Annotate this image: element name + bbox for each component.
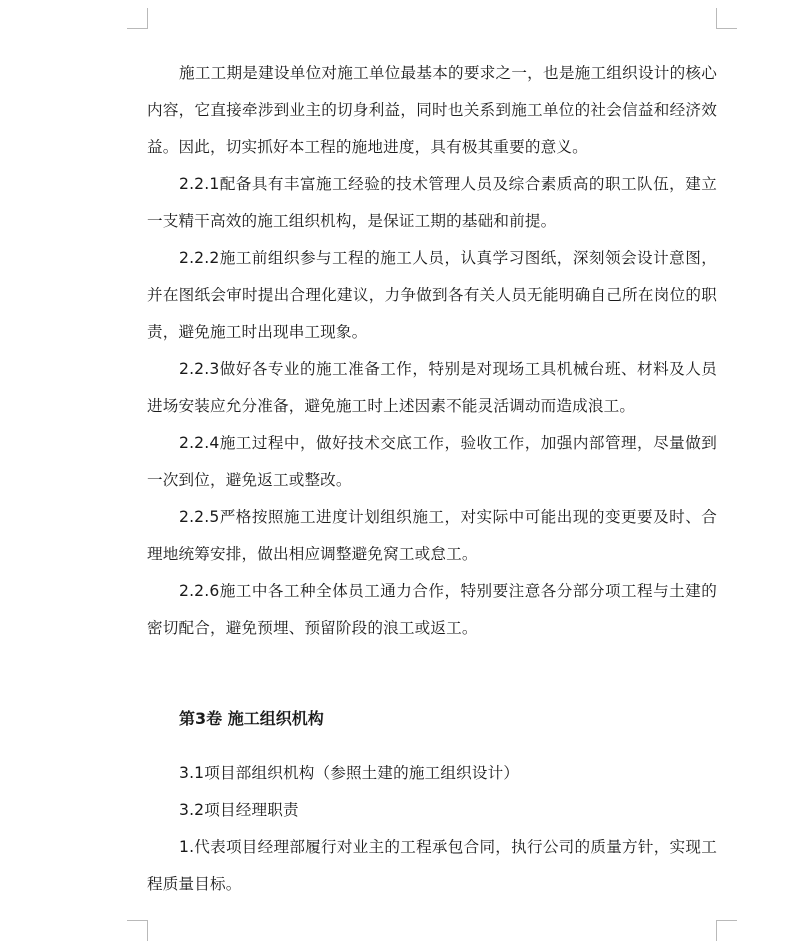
paragraph-2-2-2: 2.2.2施工前组织参与工程的施工人员，认真学习图纸，深刻领会设计意图，并在图纸会审时提出合理化建议，力争做到各有关人员无能明确自己所在岗位的职责，避免施工时出现串工现象。: [147, 249, 717, 341]
crop-mark-bottom-left: [127, 920, 148, 941]
crop-mark-top-right: [716, 8, 737, 29]
section-body: [147, 755, 717, 903]
crop-mark-bottom-right: [716, 920, 737, 941]
paragraph-2-2-5: 2.2.5严格按照施工进度计划组织施工，对实际中可能出现的变更要及时、合理地统筹安排，做出相应调整避免窝工或怠工。: [147, 508, 717, 563]
paragraph-2-2-6: 2.2.6施工中各工种全体员工通力合作，特别要注意各分部分项工程与土建的密切配合，避免预埋、预留阶段的浪工或返工。: [147, 582, 717, 637]
paragraph-2-2-4: 2.2.4施工过程中，做好技术交底工作，验收工作，加强内部管理，尽量做到一次到位，避免返工或整改。: [147, 434, 717, 489]
page-body: [147, 55, 717, 893]
crop-mark-top-left: [127, 8, 148, 29]
paragraph-3-1: 3.1项目部组织机构（参照土建的施工组织设计）: [179, 764, 520, 782]
paragraph-2-2-1: 2.2.1配备具有丰富施工经验的技术管理人员及综合素质高的职工队伍，建立一支精干高效的施工组织机构，是保证工期的基础和前提。: [147, 175, 717, 230]
paragraph-duty-1: 1.代表项目经理部履行对业主的工程承包合同，执行公司的质量方针，实现工程质量目标。: [147, 838, 717, 893]
paragraph-intro: 施工工期是建设单位对施工单位最基本的要求之一，也是施工组织设计的核心内容，它直接牵涉到业主的切身利益，同时也关系到施工单位的社会信益和经济效益。因此，切实抓好本工程的施地进度，具有极其重要的意义。: [147, 64, 717, 156]
paragraph-2-2-3: 2.2.3做好各专业的施工准备工作，特别是对现场工具机械台班、材料及人员进场安装应允分准备，避免施工时上述因素不能灵活调动而造成浪工。: [147, 360, 717, 415]
paragraph-3-2: 3.2项目经理职责: [179, 801, 299, 819]
section-heading: 第3卷 施工组织机构: [179, 709, 324, 728]
